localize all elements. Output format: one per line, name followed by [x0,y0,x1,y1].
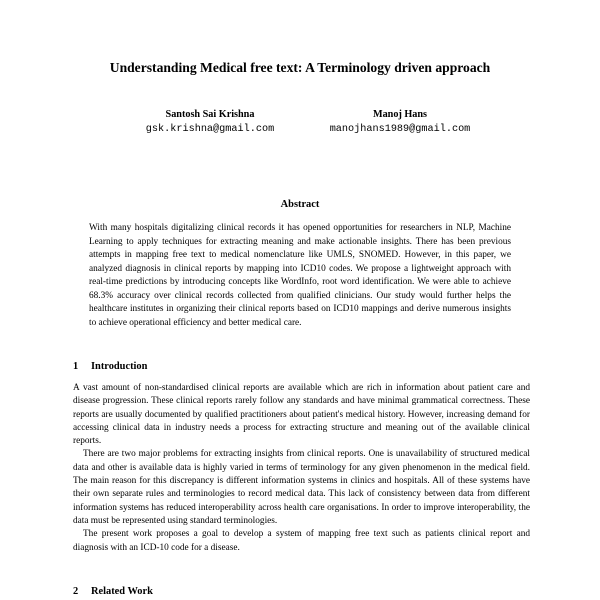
section-number: 1 [73,361,79,372]
section-title: Related Work [91,586,153,597]
abstract-heading: Abstract [280,199,320,210]
introduction-body [73,382,530,555]
section-heading-introduction [73,361,147,372]
author-name: Manoj Hans [372,109,428,120]
author-block-2 [310,108,490,137]
author-block-1 [120,108,300,137]
paragraph: There are two major problems for extracting insights from clinical reports. One is unavailability of structured medical data and other is available data is highly varied in terms of terminology for any given phenomenon in the medical field. The main reason for this discrepancy is different information systems in clinics and hospitals. All of these systems have their own separate rules and terminologies to record medical data. This lack of consistency between data from different information systems has reduced interoperability across health care organisations. In order to improve interoperability, the data must be represented using standard terminologies. [73,449,530,526]
section-title: Introduction [91,361,148,372]
paragraph: A vast amount of non-standardised clinical reports are available which are rich in information about patient care and disease progression. These clinical reports rarely follow any standards and have minimal grammatical correctness. These reports are usually documented by qualified practitioners about patient's medical history. However, increasing demand for accessing clinical data in industry needs a process for extracting structure and meaning out of the available clinical reports. [73,383,530,447]
abstract-text: With many hospitals digitalizing clinical records it has opened opportunities for researchers in NLP, Machine Learning to apply techniques for extracting meaning and make actionable insights. There has been previous attempts in mapping free text to medical nomenclature like UMLS, SNOMED. However, in this paper, we analyzed diagnosis in clinical reports by mapping into ICD10 codes. We propose a lightweight approach with real-time predictions by introducing concepts like WordInfo, root word identification. We were able to achieve 68.3% accuracy over clinical records collected from qualified clinicians. Our study would further helps the healthcare institutes in organizing their clinical reports based on ICD10 mappings and derive numerous insights to achieve operational efficiency and better medical care. [89,223,511,328]
author-email: manojhans1989@gmail.com [329,124,471,135]
author-email: gsk.krishna@gmail.com [145,124,275,135]
section-number: 2 [73,586,79,597]
section-heading-related-work [73,586,153,597]
paragraph: The present work proposes a goal to develop a system of mapping free text such as patients clinical report and diagnosis with an ICD-10 code for a disease. [73,529,530,553]
author-name: Santosh Sai Krishna [165,109,255,120]
paper-title: Understanding Medical free text: A Terminology driven approach [109,60,491,75]
